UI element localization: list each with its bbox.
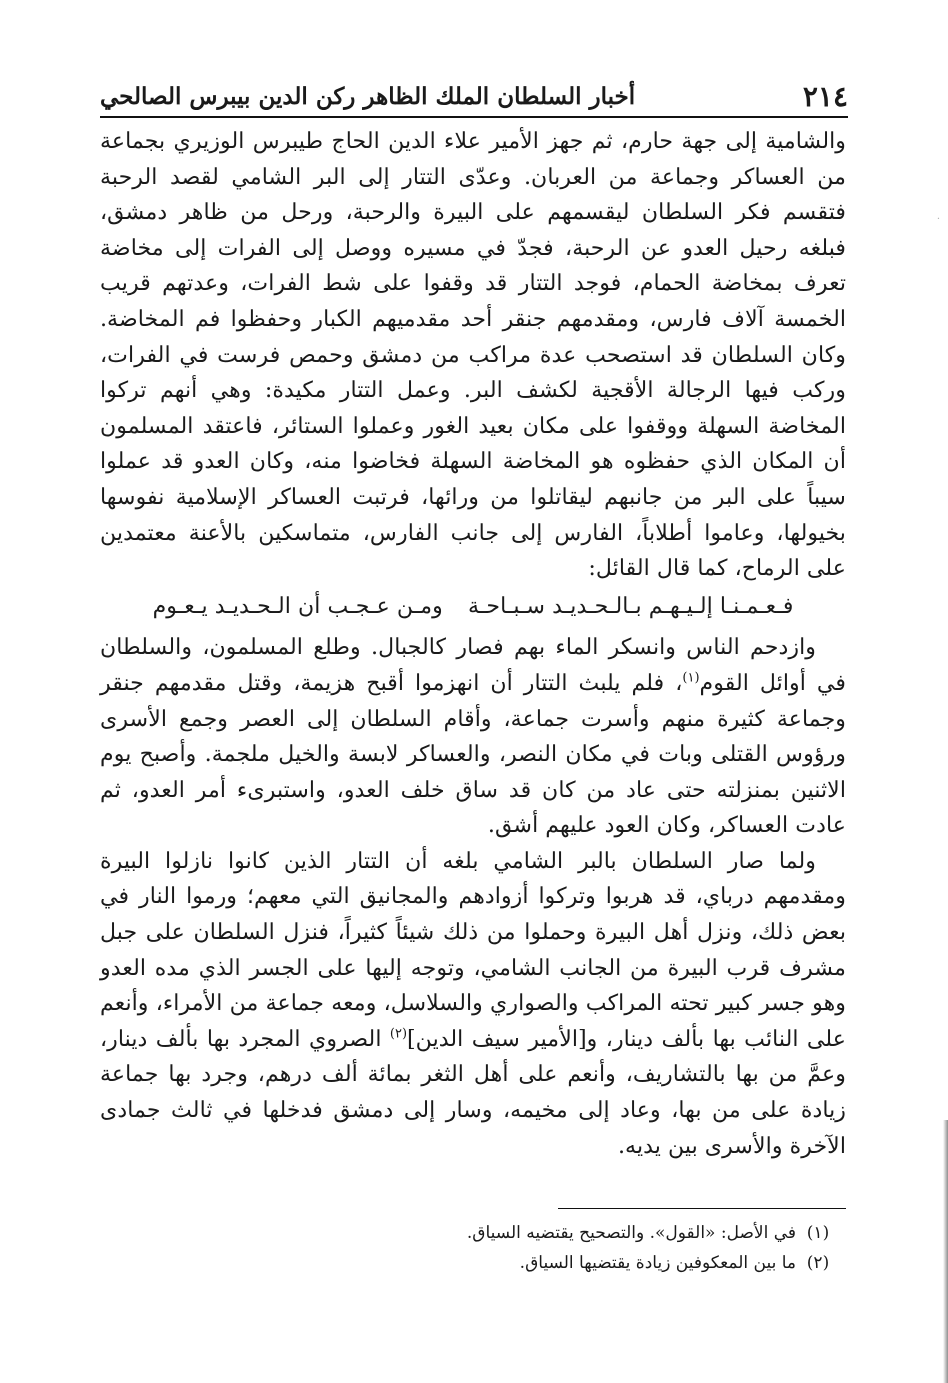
verse-first-hemistich: فـعـمـنـا إلـيـهـم بـالـحـديـد سـبـاحـة xyxy=(467,592,794,619)
footnotes xyxy=(100,1218,840,1278)
scan-speck: · xyxy=(936,214,940,225)
footnote-ref-1[interactable]: (١) xyxy=(682,670,700,686)
poetry-verse xyxy=(100,589,846,625)
footnote-ref-2[interactable]: (٢) xyxy=(389,1026,408,1042)
footnote-2 xyxy=(100,1248,840,1278)
paragraph-2 xyxy=(100,630,846,844)
page-number: ٢١٤ xyxy=(802,79,848,113)
paragraph-3-part-1: ولما صار السلطان بالبر الشامي بلغه أن التتار الذين كانوا نازلوا البيرة ومقدمهم درباي، قد هربوا وتركوا أزوادهم والمجانيق التي معهم؛ ورموا النار في بعض ذلك، ونزل أهل البيرة وحملوا من ذلك شيئاً كثيراً، فنزل السلطان على جبل مشرف قرب البيرة من الجانب الشامي، وتوجه إليها على الجسر الذي مده العدو وهو جسر كبير تحته المراكب والصواري والسلاسل، ومعه جماعة من الأمراء، وأنعم على النائب بها بألف دينار، و[الأمير سيف الدين] xyxy=(100,847,846,1052)
footnote-number: (١) xyxy=(806,1223,830,1243)
paragraph-1: والشامية إلى جهة حارم، ثم جهز الأمير علاء الدين الحاج طيبرس الوزيري بجماعة من العساكر وجماعة من العربان. وعدّى التتار إلى البر الشامي لقصد الرحبة فتقسم فكر السلطان ليقسمهم على البيرة والرحبة، ورحل من ظاهر دمشق، فبلغه رحيل العدو عن الرحبة، فجدّ في مسيره ووصل إلى الفرات إلى مخاضة تعرف بمخاضة الحمام، فوجد التتار قد وقفوا على شط الفرات، وعدتهم قريب الخمسة آلاف فارس، ومقدمهم جنقر أحد مقدميهم الكبار وحفظوا فم المخاضة. وكان السلطان قد استصحب عدة مراكب من دمشق وحمص فرست في الفرات، وركب فيها الرجالة الأقجية لكشف البر. وعمل التتار مكيدة: وهي أنهم تركوا المخاضة السهلة ووقفوا على مكان بعيد الغور وعملوا الستائر، فاعتقد المسلمون أن المكان الذي حفظوه هو المخاضة السهلة فخاضوا منه، وكان العدو قد عملوا سيباً على البر من جانبهم ليقاتلوا من ورائها، فرتبت العساكر الإسلامية نفوسها بخيولها، وعاموا أطلاباً، الفارس إلى جانب الفارس، متماسكين بالأعنة معتمدين على الرماح، كما قال القائل: xyxy=(100,128,846,582)
scan-edge-shadow xyxy=(943,1120,948,1383)
main-text xyxy=(100,124,846,1164)
running-title: أخبار السلطان الملك الظاهر ركن الدين بيبرس الصالحي xyxy=(100,82,636,110)
verse-second-hemistich: ومـن عـجـب أن الـحـديـد يـعـوم xyxy=(152,592,443,619)
paragraph-2-part-1: وازدحم الناس وانسكر الماء بهم فصار كالجبال. وطلع المسلمون، والسلطان في أوائل القوم xyxy=(100,634,846,696)
paragraph-2-part-2: ، فلم يلبث التتار أن انهزموا أقبح هزيمة، وقتل مقدمهم جنقر وجماعة كثيرة منهم وأسرت جماعة، وأقام السلطان إلى العصر وجمع الأسرى ورؤوس القتلى وبات في مكان النصر، والعساكر لابسة والخيل ملجمة. وأصبح يوم الاثنين بمنزلته حتى عاد من كان قد ساق خلف العدو، واستبرىء أمر العدو، ثم عادت العساكر، وكان العود عليهم أشق. xyxy=(100,669,846,839)
footnote-text: في الأصل: «القول». والتصحيح يقتضيه السياق. xyxy=(466,1223,796,1243)
paragraph-3-part-2: الصروي المجرد بها بألف دينار، وعمَّ من بها بالتشاريف، وأنعم على أهل الثغر بمائة ألف درهم، وجرد بها جماعة زيادة على من بها، وعاد إلى مخيمه، وسار إلى دمشق فدخلها في ثالث جمادى الآخرة والأسرى بين يديه. xyxy=(100,1025,846,1159)
running-header xyxy=(100,76,848,118)
paragraph-3 xyxy=(100,844,846,1164)
footnote-1 xyxy=(100,1218,840,1248)
footnote-number: (٢) xyxy=(806,1253,830,1273)
footnote-text: ما بين المعكوفين زيادة يقتضيها السياق. xyxy=(519,1253,796,1273)
footnote-separator xyxy=(558,1208,846,1209)
